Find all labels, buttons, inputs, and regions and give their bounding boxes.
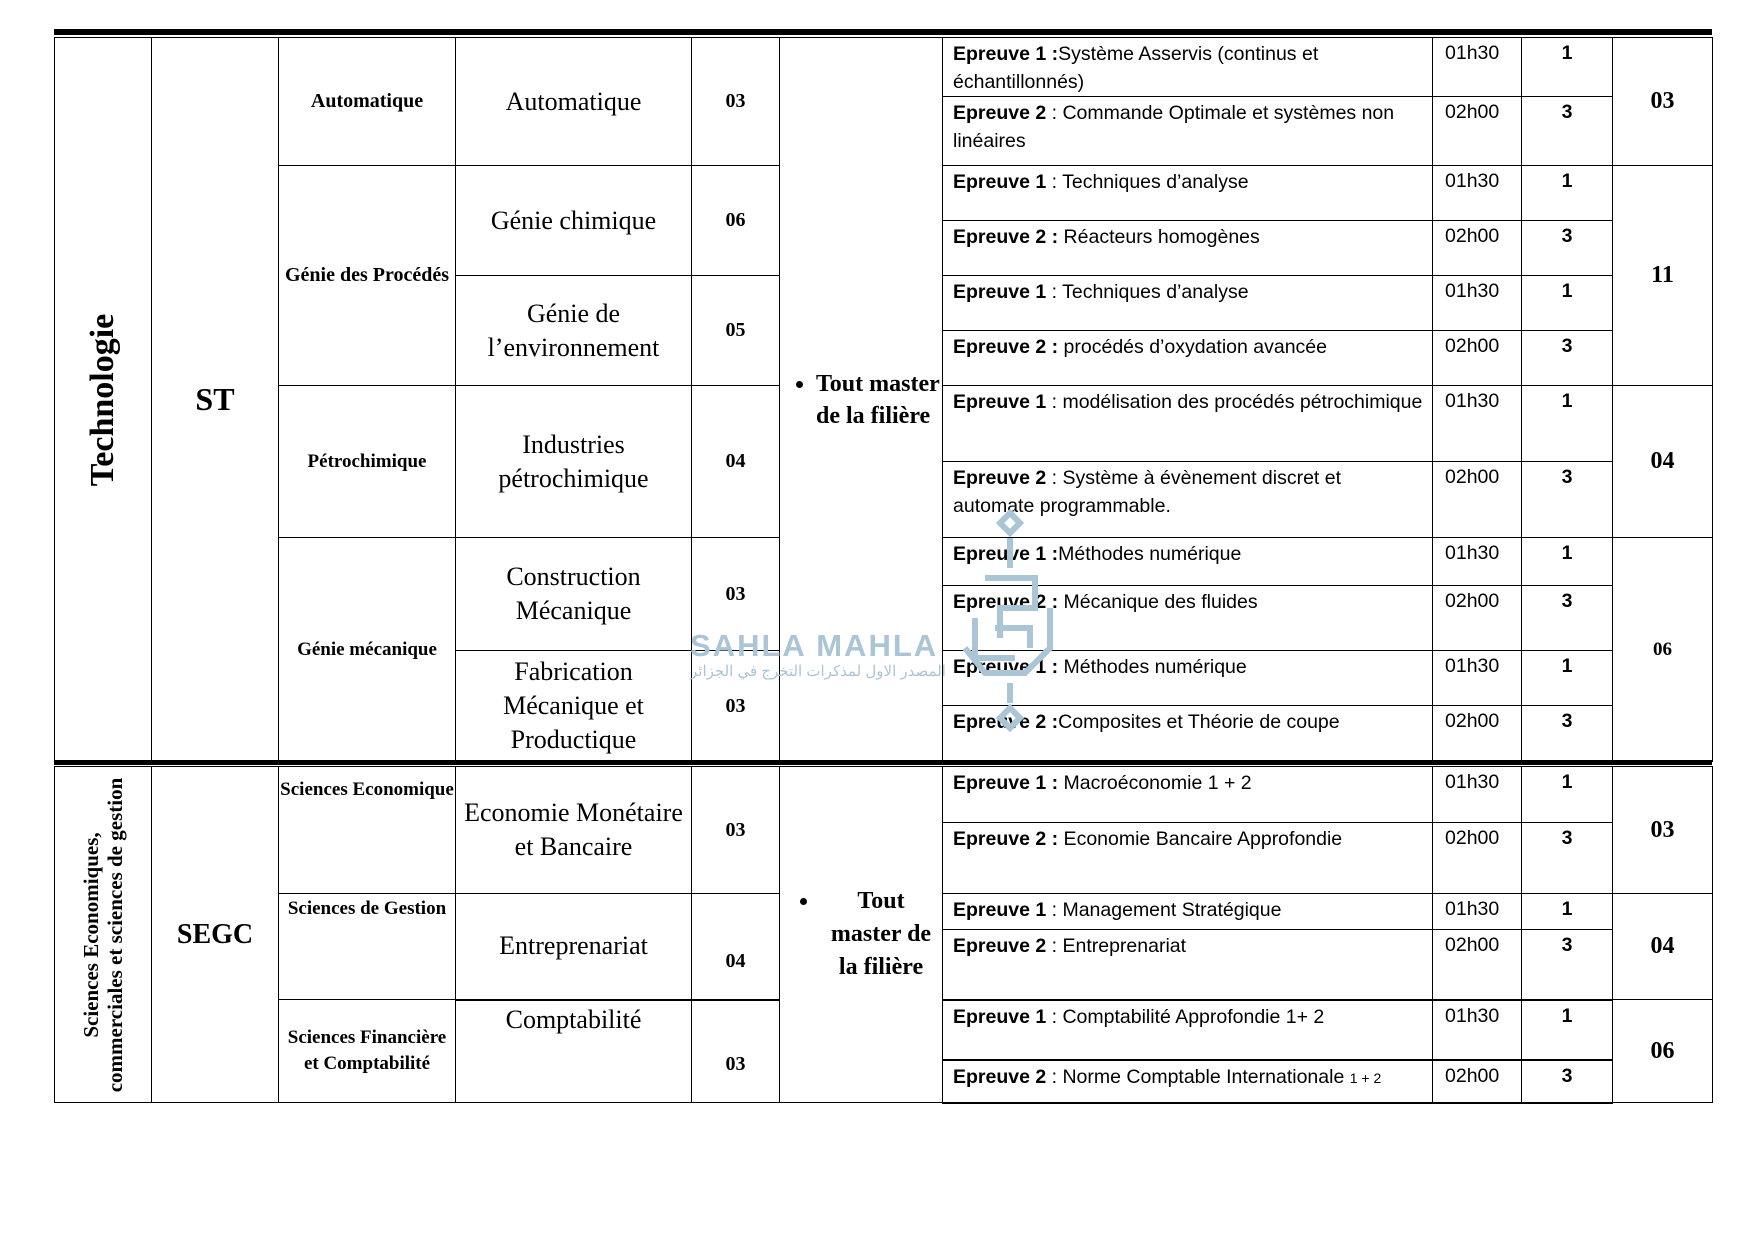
epreuve-duration: 01h30 [1433, 276, 1522, 331]
epreuve-subject: : Commande Optimale et systèmes non linéaires [953, 102, 1395, 152]
epreuve-label: Epreuve 1 : [953, 772, 1059, 794]
domain-label: Technologie [84, 313, 121, 486]
epreuve-label: Epreuve 2 : [953, 711, 1059, 733]
epreuve-label: Epreuve 1 [953, 1005, 1047, 1028]
epreuve-subject: Méthodes numérique [1058, 543, 1242, 565]
epreuve-duration: 02h00 [1433, 930, 1522, 1000]
epreuve-subject: : Comptabilité Approfondie 1+ 2 [1046, 1005, 1325, 1028]
specialty-name: Génie de l’environnement [456, 276, 692, 386]
epreuve-duration: 02h00 [1433, 1060, 1522, 1103]
epreuve-label: Epreuve 2 [953, 102, 1047, 124]
group-name-text: Sciences Financière et Comptabilité [287, 1027, 447, 1074]
epreuve-subject: Economie Bancaire Approfondie [1058, 828, 1343, 850]
epreuve-cell [943, 386, 1433, 462]
epreuve-duration: 01h30 [1433, 538, 1522, 586]
epreuve-cell [943, 221, 1433, 276]
access-cell [780, 767, 943, 1103]
epreuve-coef: 3 [1522, 930, 1613, 1000]
group-total: 03 [1613, 767, 1713, 894]
filiere-label: ST [152, 38, 279, 762]
places-count: 04 [692, 386, 780, 538]
epreuve-label: Epreuve 1 [953, 391, 1047, 413]
top-rule [54, 29, 1712, 35]
epreuve-duration: 02h00 [1433, 706, 1522, 762]
group-name: Génie mécanique [279, 538, 456, 762]
epreuve-label: Epreuve 1 : [953, 543, 1059, 565]
epreuve-coef: 3 [1522, 331, 1613, 386]
epreuve-duration: 01h30 [1433, 1000, 1522, 1060]
group-name: Automatique [279, 38, 456, 166]
epreuve-coef: 1 [1522, 894, 1613, 930]
specialty-name: Fabrication Mécanique et Productique [456, 651, 692, 762]
places-count: 04 [692, 894, 780, 1000]
epreuve-coef: 1 [1522, 38, 1613, 97]
epreuve-coef: 1 [1522, 166, 1613, 221]
places-count: 03 [692, 767, 780, 894]
epreuve-duration: 01h30 [1433, 38, 1522, 97]
group-name: Sciences de Gestion [279, 894, 456, 1000]
specialty-name: Economie Monétaire et Bancaire [456, 767, 692, 894]
epreuve-coef: 3 [1522, 97, 1613, 166]
epreuve-subject: Mécanique des fluides [1058, 591, 1258, 613]
specialty-name: Construction Mécanique [456, 538, 692, 651]
group-total: 04 [1613, 386, 1713, 538]
specialty-name: Automatique [456, 38, 692, 166]
group-total: 04 [1613, 894, 1713, 1000]
epreuve-cell [943, 930, 1433, 1000]
epreuve-cell [943, 767, 1433, 823]
epreuve-duration: 01h30 [1433, 386, 1522, 462]
epreuve-label: Epreuve 1 [953, 171, 1047, 193]
epreuve-duration: 02h00 [1433, 97, 1522, 166]
epreuve-duration: 02h00 [1433, 462, 1522, 538]
epreuve-cell [943, 1000, 1433, 1060]
epreuve-duration: 02h00 [1433, 586, 1522, 651]
epreuve-cell [943, 331, 1433, 386]
epreuve-duration: 02h00 [1433, 823, 1522, 894]
epreuve-label: Epreuve 2 : [953, 226, 1059, 248]
epreuve-label: Epreuve 2 [953, 1065, 1047, 1088]
epreuve-duration: 01h30 [1433, 894, 1522, 930]
epreuve-cell [943, 823, 1433, 894]
watermark-subtitle: المصدر الاول لمذكرات التخرج في الجزائر [690, 663, 946, 680]
epreuve-duration: 01h30 [1433, 767, 1522, 823]
epreuve-coef: 3 [1522, 706, 1613, 762]
group-name: Génie des Procédés [279, 166, 456, 386]
epreuve-duration: 01h30 [1433, 651, 1522, 706]
group-name [279, 1000, 456, 1103]
epreuve-cell [943, 276, 1433, 331]
epreuve-cell [943, 38, 1433, 97]
epreuve-subject: : Techniques d’analyse [1046, 171, 1249, 193]
epreuve-coef: 1 [1522, 767, 1613, 823]
epreuve-label: Epreuve 2 [953, 935, 1047, 957]
epreuve-label: Epreuve 1 [953, 281, 1047, 303]
section-separator [54, 760, 1712, 765]
specialty-name: Génie chimique [456, 166, 692, 276]
epreuve-subject: Système Asservis (continus et échantillonnés) [953, 43, 1319, 93]
places-count: 03 [692, 1000, 780, 1103]
epreuve-duration: 02h00 [1433, 331, 1522, 386]
group-total: 11 [1613, 166, 1713, 386]
epreuve-cell [943, 1060, 1433, 1103]
epreuve-subject: Composites et Théorie de coupe [1058, 711, 1340, 733]
epreuve-subject-small: 1 + 2 [1349, 1069, 1382, 1086]
domain-label: Sciences Economiques, commerciales et sciences de gestion [79, 777, 127, 1092]
specialty-name: Comptabilité [456, 1000, 692, 1103]
epreuve-label: Epreuve 1 [953, 899, 1047, 921]
epreuve-cell [943, 894, 1433, 930]
epreuve-label: Epreuve 1 : [953, 656, 1059, 678]
places-count: 06 [692, 166, 780, 276]
watermark-title: SAHLA MAHLA [690, 628, 939, 663]
filiere-label: SEGC [152, 767, 279, 1103]
places-count: 05 [692, 276, 780, 386]
places-count: 03 [692, 538, 780, 651]
places-count: 03 [692, 38, 780, 166]
group-total: 06 [1613, 1000, 1713, 1103]
group-total: 06 [1613, 538, 1713, 762]
epreuve-label: Epreuve 2 : [953, 336, 1059, 358]
group-total: 03 [1613, 38, 1713, 166]
epreuve-subject: : Norme Comptable Internationale [1046, 1065, 1350, 1088]
epreuve-subject: : modélisation des procédés pétrochimique [1046, 391, 1423, 413]
domain-cell [55, 38, 152, 762]
epreuve-subject: Méthodes numérique [1058, 656, 1247, 678]
epreuve-coef: 3 [1522, 462, 1613, 538]
epreuve-label: Epreuve 2 : [953, 828, 1059, 850]
specialty-name: Industries pétrochimique [456, 386, 692, 538]
specialty-name: Entreprenariat [456, 894, 692, 1000]
access-text: • Tout master de la filière [820, 885, 942, 984]
epreuve-subject: : Entreprenariat [1046, 935, 1187, 957]
segc-table [54, 766, 1713, 1104]
epreuve-subject: : Techniques d’analyse [1046, 281, 1249, 303]
epreuve-label: Epreuve 2 [953, 467, 1047, 489]
epreuve-coef: 1 [1522, 276, 1613, 331]
epreuve-cell [943, 97, 1433, 166]
epreuve-subject: Réacteurs homogènes [1058, 226, 1260, 248]
epreuve-coef: 1 [1522, 1000, 1613, 1060]
watermark [690, 628, 1030, 708]
epreuve-coef: 3 [1522, 221, 1613, 276]
epreuve-coef: 1 [1522, 651, 1613, 706]
epreuve-duration: 02h00 [1433, 221, 1522, 276]
epreuve-subject: Macroéconomie 1 + 2 [1058, 772, 1252, 794]
epreuve-coef: 3 [1522, 586, 1613, 651]
epreuve-cell [943, 166, 1433, 221]
epreuve-label: Epreuve 1 : [953, 43, 1059, 65]
domain-cell [55, 767, 152, 1103]
places-count: 03 [692, 651, 780, 762]
epreuve-coef: 3 [1522, 1060, 1613, 1103]
epreuve-coef: 1 [1522, 538, 1613, 586]
access-text: • Tout master de la filière [816, 368, 942, 432]
group-name: Pétrochimique [279, 386, 456, 538]
epreuve-label: Epreuve 2 : [953, 591, 1059, 613]
epreuve-coef: 3 [1522, 823, 1613, 894]
epreuve-subject: : Système à évènement discret et automate programmable. [953, 467, 1342, 517]
epreuve-subject: procédés d’oxydation avancée [1058, 336, 1327, 358]
epreuve-duration: 01h30 [1433, 166, 1522, 221]
epreuve-subject: : Management Stratégique [1046, 899, 1282, 921]
group-name: Sciences Economique [279, 767, 456, 894]
epreuve-coef: 1 [1522, 386, 1613, 462]
